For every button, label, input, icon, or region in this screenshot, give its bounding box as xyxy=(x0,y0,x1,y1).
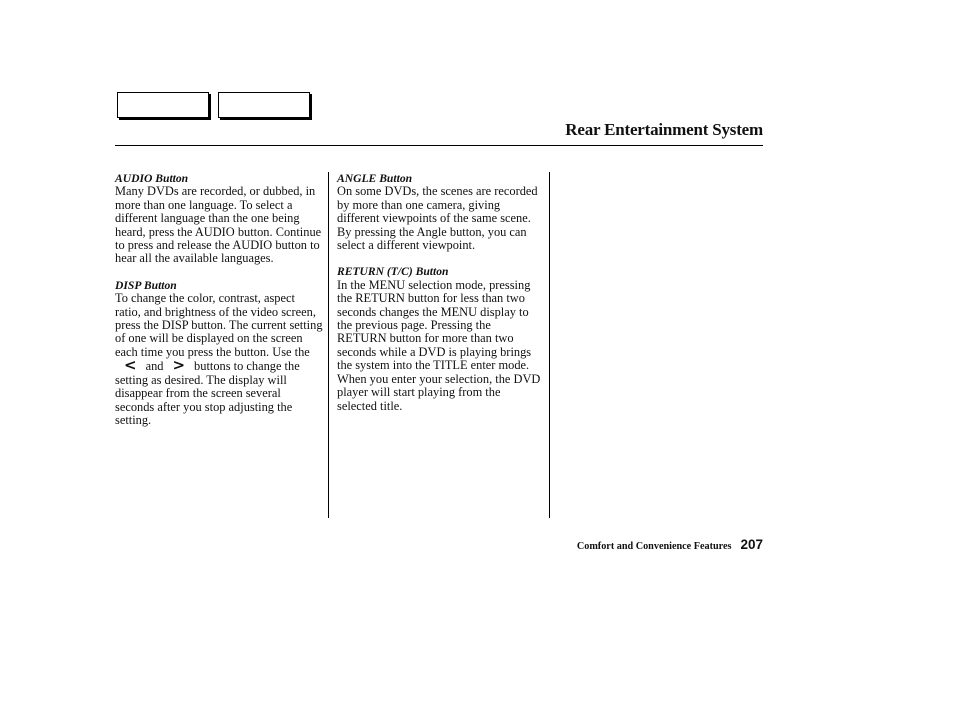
angle-body: On some DVDs, the scenes are recorded by more than one camera, giving different viewpoints of the same scene. By pressing the Angle button, you can select a different viewpoint. xyxy=(337,184,538,253)
nav-button-index[interactable] xyxy=(218,92,310,118)
page-number: 207 xyxy=(740,537,763,552)
column-divider-1 xyxy=(328,172,329,518)
angle-section xyxy=(337,172,542,252)
angle-heading: ANGLE Button xyxy=(337,172,413,185)
right-arrow-icon: > xyxy=(172,356,186,375)
disp-body xyxy=(115,292,323,427)
disp-and: and xyxy=(145,359,164,374)
disp-body-after: buttons to change the setting as desired. The display will disappear from the screen several seconds after you stop adjusting the setting. xyxy=(115,359,300,427)
page-footer xyxy=(577,536,763,554)
audio-heading: AUDIO Button xyxy=(115,172,189,185)
disp-body-before: To change the color, contrast, aspect ratio, and brightness of the video screen, press the DISP button. The current setting of one will be displayed on the screen each time you press the button. Use the xyxy=(115,291,323,359)
footer-section-title: Comfort and Convenience Features xyxy=(576,541,732,552)
return-section xyxy=(337,265,542,412)
disp-heading: DISP Button xyxy=(115,278,177,292)
page-title: Rear Entertainment System xyxy=(565,120,763,139)
nav-button-contents[interactable] xyxy=(117,92,209,118)
column-divider-2 xyxy=(549,172,550,518)
audio-body: Many DVDs are recorded, or dubbed, in more than one language. To select a different language than the one being heard, press the AUDIO button. Continue to press and release the AUDIO button to hear all the available languages. xyxy=(115,184,322,266)
column-middle xyxy=(337,172,542,426)
audio-section xyxy=(115,172,323,266)
disp-section xyxy=(115,279,323,427)
left-arrow-icon: < xyxy=(124,356,137,375)
column-left xyxy=(115,172,323,440)
return-heading: RETURN (T/C) Button xyxy=(337,265,449,279)
title-rule xyxy=(115,145,763,146)
return-body: In the MENU selection mode, pressing the RETURN button for less than two seconds changes the MENU display to the previous page. Pressing the RETURN button for more than two seconds while a DVD is playing brings the system into the TITLE enter mode. When you enter your selection, the DVD player will start playing from the selected title. xyxy=(337,277,541,413)
